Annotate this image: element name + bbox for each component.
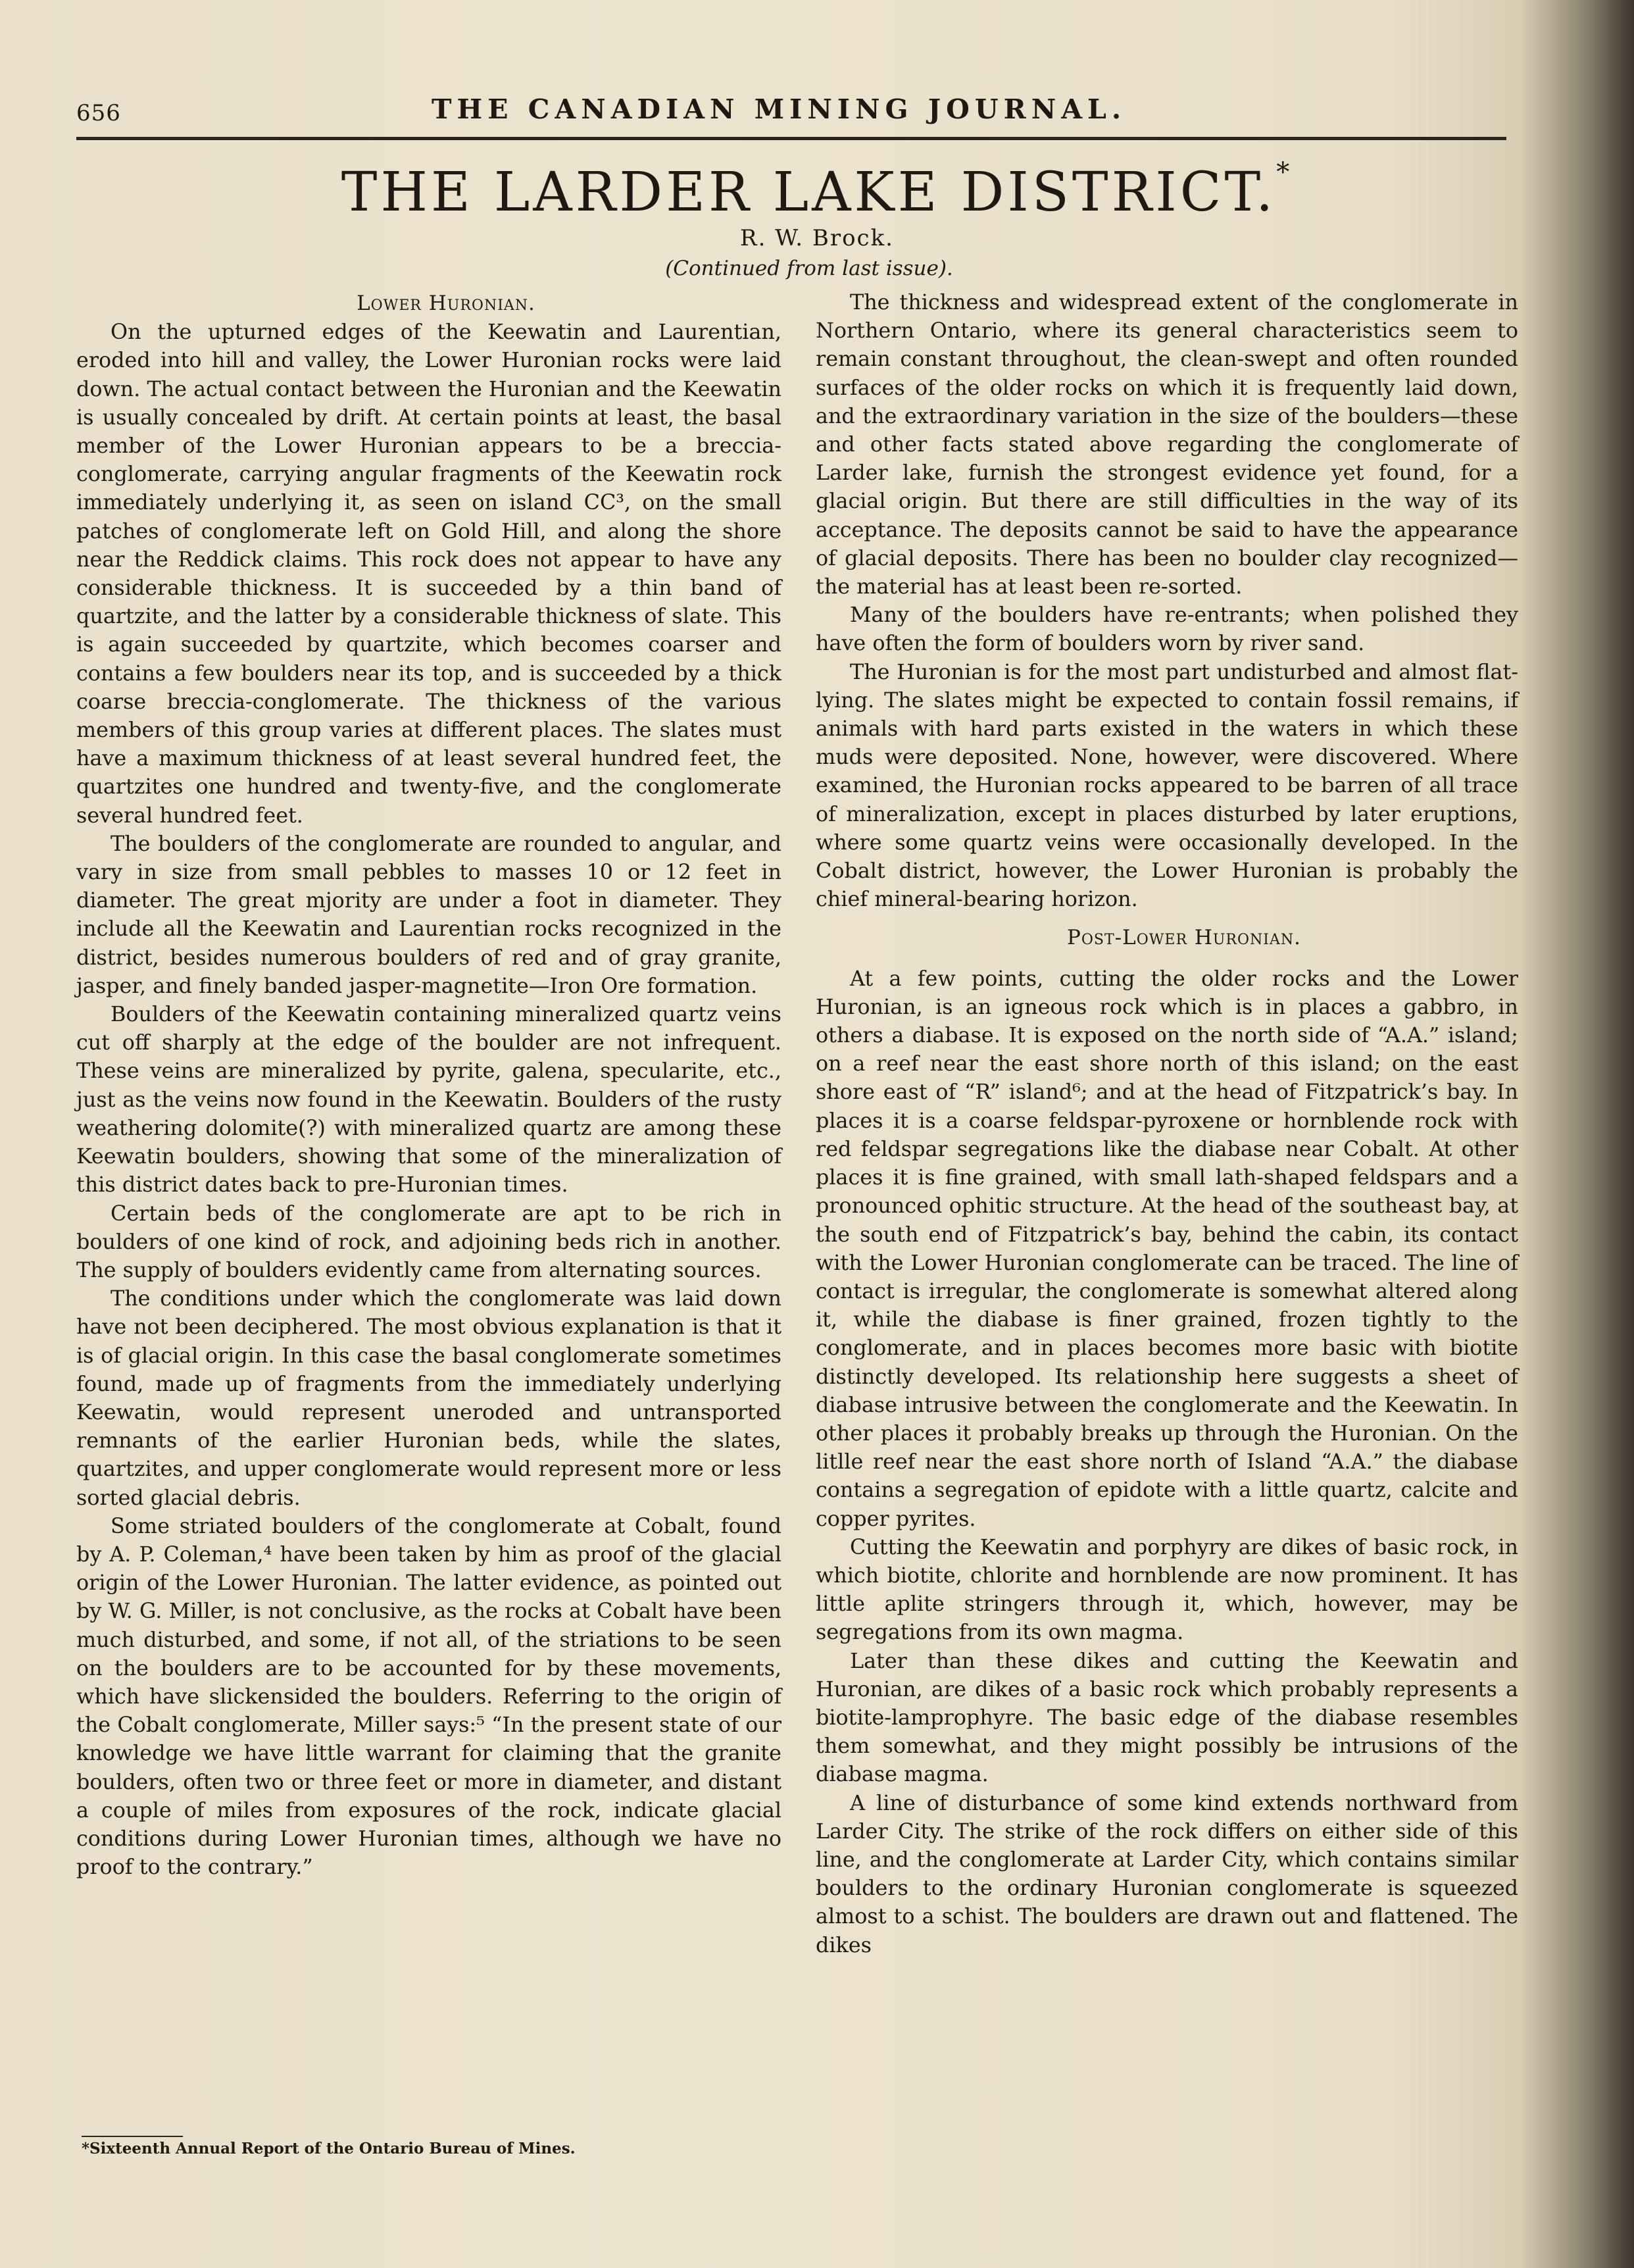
paragraph: The Huronian is for the most part undisturbed and almost flat-lying. The slates might be expected to contain fossil remains, if animals with hard parts existed in the waters in which these muds were deposited. None, however, were discovered. Where examined, the Huronian rocks appeared to be barren of all trace of mineralization, except in places disturbed by later eruptions, where some quartz veins were occasionally developed. In the Cobalt district, however, the Lower Huronian is probably the chief mineral-bearing horizon. <box>816 659 1518 912</box>
paragraph: The boulders of the conglomerate are rounded to angular, and vary in size from small pebbles to masses 10 or 12 feet in diameter. The great mjority are under a foot in diameter. They include all the Keewatin and Laurentian rocks recognized in the district, besides numerous boulders of red and of gray granite, jasper, and finely banded jasper-magnetite—Iron Ore formation. <box>76 831 781 998</box>
paragraph: Certain beds of the conglomerate are apt to be rich in boulders of one kind of rock, and adjoining beds rich in another. The supply of boulders evidently came from alternating sources. <box>76 1201 781 1282</box>
title-footnote-mark: * <box>1276 157 1293 188</box>
footnote-rule <box>82 2136 183 2137</box>
paragraph: Boulders of the Keewatin containing mineralized quartz veins cut off sharply at the edge of the boulder are not infrequent. These veins are mineralized by pyrite, galena, specularite, etc., just as the veins now found in the Keewatin. Boulders of the rusty weathering dolomite(?) with mineralized quartz are among these Keewatin boulders, showing that some of the mineralization of this district dates back to pre-Huronian times. <box>76 1002 781 1197</box>
section-heading-post-lower-huronian: Post-Lower Huronian. <box>1067 926 1301 950</box>
article-title <box>0 157 1634 224</box>
continued-note: (Continued from last issue). <box>665 257 953 280</box>
right-column <box>816 288 1518 1959</box>
paragraph: Many of the boulders have re-entrants; when polished they have often the form of boulders worn by river sand. <box>816 603 1518 656</box>
journal-title: THE CANADIAN MINING JOURNAL. <box>432 93 1127 125</box>
author-byline: R. W. Brock. <box>740 225 894 251</box>
paragraph: Some striated boulders of the conglomerate at Cobalt, found by A. P. Coleman,⁴ have been taken by him as proof of the glacial origin of the Lower Huronian. The latter evidence, as pointed out by W. G. Miller, is not conclusive, as the rocks at Cobalt have been much disturbed, and some, if not all, of the striations to be seen on the boulders are to be accounted for by these movements, which have slickensided the boulders. Referring to the origin of the Cobalt conglomerate, Miller says:⁵ “In the present state of our knowledge we have little warrant for claiming that the granite boulders, often two or three feet or more in diameter, and distant a couple of miles from exposures of the rock, indicate glacial conditions during Lower Huronian times, although we have no proof to the contrary.” <box>76 1513 781 1880</box>
paragraph: The thickness and widespread extent of the conglomerate in Northern Ontario, where its general characteristics seem to remain constant throughout, the clean-swept and often rounded surfaces of the older rocks on which it is frequently laid down, and the extraordinary variation in the size of the boulders—these and other facts stated above regarding the conglomerate of Larder lake, furnish the strongest evidence yet found, for a glacial origin. But there are still difficulties in the way of its acceptance. The deposits cannot be said to have the appearance of glacial deposits. There has been no boulder clay recognized—the material has at least been re-sorted. <box>816 290 1518 599</box>
footnote: *Sixteenth Annual Report of the Ontario Bureau of Mines. <box>82 2140 576 2157</box>
paragraph: Later than these dikes and cutting the Keewatin and Huronian, are dikes of a basic rock which probably represents a biotite-lamprophyre. The basic edge of the diabase resembles them somewhat, and they might possibly be intrusions of the diabase magma. <box>816 1648 1518 1787</box>
left-column <box>76 290 781 1881</box>
paragraph: At a few points, cutting the older rocks and the Lower Huronian, is an igneous rock which is in places a gabbro, in others a diabase. It is exposed on the north side of “A.A.” island; on a reef near the east shore north of this island; on the east shore east of “R” island⁶; and at the head of Fitzpatrick’s bay. In places it is a coarse feldspar-pyroxene or hornblende rock with red feldspar segregations like the diabase near Cobalt. At other places it is fine grained, with small lath-shaped feldspars and a pronounced ophitic structure. At the head of the southeast bay, at the south end of Fitzpatrick’s bay, behind the cabin, its contact with the Lower Huronian conglomerate can be traced. The line of contact is irregular, the conglomerate is somewhat altered along it, while the diabase is finer grained, frozen tightly to the conglomerate, and in places becomes more basic with biotite distinctly developed. Its relationship here suggests a sheet of diabase intrusive between the conglomerate and the Keewatin. In other places it probably breaks up through the Huronian. On the litlle reef near the east shore north of Island “A.A.” the diabase contains a segregation of epidote with a little quartz, calcite and copper pyrites. <box>816 966 1518 1531</box>
header-rule <box>76 137 1506 140</box>
paragraph: Cutting the Keewatin and porphyry are dikes of basic rock, in which biotite, chlorite and hornblende are now prominent. It has little aplite stringers through it, which, however, may be segregations from its own magma. <box>816 1534 1518 1645</box>
running-header <box>76 91 1506 137</box>
section-heading-lower-huronian: Lower Huronian. <box>357 291 535 315</box>
article-title-text: THE LARDER LAKE DISTRICT. <box>341 161 1277 224</box>
page-number: 656 <box>76 100 121 126</box>
paragraph: On the upturned edges of the Keewatin and Laurentian, eroded into hill and valley, the Lower Huronian rocks were laid down. The actual contact between the Huronian and the Keewatin is usually concealed by drift. At certain points at least, the basal member of the Lower Huronian appears to be a breccia-conglomerate, carrying angular fragments of the Keewatin rock immediately underlying it, as seen on island CC³, on the small patches of conglomerate left on Gold Hill, and along the shore near the Reddick claims. This rock does not appear to have any considerable thickness. It is succeeded by a thin band of quartzite, and the latter by a considerable thickness of slate. This is again succeeded by quartzite, which becomes coarser and contains a few boulders near its top, and is succeeded by a thick coarse breccia-conglomerate. The thickness of the various members of this group varies at different places. The slates must have a maximum thickness of at least several hundred feet, the quartzites one hundred and twenty-five, and the conglomerate several hundred feet. <box>76 320 781 828</box>
paragraph: A line of disturbance of some kind extends northward from Larder City. The strike of the rock differs on either side of this line, and the conglomerate at Larder City, which contains similar boulders to the ordinary Huronian conglomerate is squeezed almost to a schist. The boulders are drawn out and flattened. The dikes <box>816 1790 1518 1957</box>
paragraph: The conditions under which the conglomerate was laid down have not been deciphered. The most obvious explanation is that it is of glacial origin. In this case the basal conglomerate sometimes found, made up of fragments from the immediately underlying Keewatin, would represent uneroded and untransported remnants of the earlier Huronian beds, while the slates, quartzites, and upper conglomerate would represent more or less sorted glacial debris. <box>76 1286 781 1510</box>
